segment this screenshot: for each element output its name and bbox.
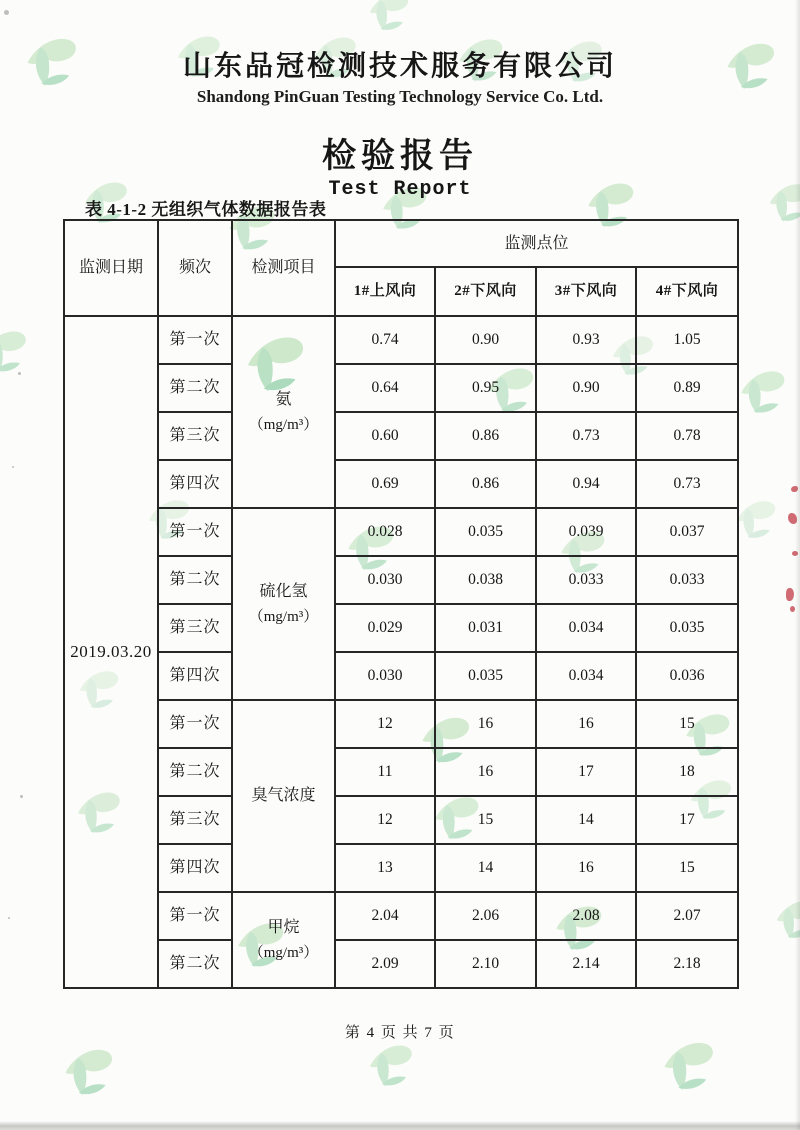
item-unit: （mg/m³）: [248, 608, 319, 625]
value-cell: 0.028: [335, 508, 435, 556]
value-cell: 0.035: [435, 652, 536, 700]
item-cell: [232, 316, 335, 508]
pinguan-leaf-logo-watermark-icon: [738, 368, 790, 417]
table-row: [64, 652, 738, 700]
value-cell: 11: [335, 748, 435, 796]
item-unit: （mg/m³）: [248, 944, 319, 961]
value-cell: 0.034: [536, 604, 636, 652]
table-row: [64, 796, 738, 844]
value-cell: 0.035: [636, 604, 738, 652]
report-title-cn: 检验报告: [322, 138, 478, 175]
frequency-cell: 第一次: [158, 316, 232, 364]
scan-speck: [12, 466, 14, 468]
value-cell: 2.04: [335, 892, 435, 940]
col-header-item: 检测项目: [232, 220, 335, 316]
point-header: 2#下风向: [435, 267, 536, 316]
value-cell: 2.10: [435, 940, 536, 988]
company-name-cn: 山东品冠检测技术服务有限公司: [182, 51, 617, 82]
value-cell: 13: [335, 844, 435, 892]
value-cell: 16: [435, 748, 536, 796]
pinguan-leaf-logo-watermark-icon: [62, 1046, 118, 1099]
company-name-en: Shandong PinGuan Testing Technology Service Co. Ltd.: [196, 87, 604, 106]
point-header: 4#下风向: [636, 267, 738, 316]
frequency-cell: 第三次: [158, 604, 232, 652]
frequency-cell: 第二次: [158, 556, 232, 604]
page-number: 第 4 页 共 7 页: [344, 1025, 456, 1041]
scan-speck: [8, 917, 10, 919]
value-cell: 0.86: [435, 412, 536, 460]
table-row: [64, 508, 738, 556]
value-cell: 0.94: [536, 460, 636, 508]
value-cell: 0.038: [435, 556, 536, 604]
value-cell: 1.05: [636, 316, 738, 364]
value-cell: 17: [636, 796, 738, 844]
value-cell: 16: [435, 700, 536, 748]
scan-speck: [18, 372, 21, 375]
value-cell: 0.039: [536, 508, 636, 556]
pinguan-leaf-logo-watermark-icon: [734, 498, 780, 542]
col-header-points: 监测点位: [335, 220, 738, 267]
value-cell: 0.030: [335, 652, 435, 700]
table-row: [64, 364, 738, 412]
report-title-en: Test Report: [328, 178, 472, 201]
value-cell: 2.14: [536, 940, 636, 988]
value-cell: 14: [536, 796, 636, 844]
value-cell: 0.034: [536, 652, 636, 700]
frequency-cell: 第四次: [158, 844, 232, 892]
frequency-cell: 第三次: [158, 796, 232, 844]
item-name: 臭气浓度: [251, 787, 316, 805]
frequency-cell: 第二次: [158, 748, 232, 796]
table-row: [64, 844, 738, 892]
value-cell: 14: [435, 844, 536, 892]
point-header: 1#上风向: [335, 267, 435, 316]
frequency-cell: 第一次: [158, 508, 232, 556]
table-row: [64, 700, 738, 748]
frequency-cell: 第一次: [158, 700, 232, 748]
scan-speck: [20, 795, 23, 798]
value-cell: 0.64: [335, 364, 435, 412]
table-row: [64, 940, 738, 988]
value-cell: 15: [435, 796, 536, 844]
table-header-row-1: [64, 220, 738, 267]
table-row: [64, 892, 738, 940]
value-cell: 0.86: [435, 460, 536, 508]
table-row: [64, 460, 738, 508]
scan-speck: [4, 10, 9, 15]
value-cell: 0.90: [536, 364, 636, 412]
col-header-frequency: 频次: [158, 220, 232, 316]
frequency-cell: 第四次: [158, 652, 232, 700]
value-cell: 0.90: [435, 316, 536, 364]
point-header: 3#下风向: [536, 267, 636, 316]
value-cell: 17: [536, 748, 636, 796]
value-cell: 0.031: [435, 604, 536, 652]
value-cell: 2.18: [636, 940, 738, 988]
value-cell: 0.69: [335, 460, 435, 508]
value-cell: 0.73: [536, 412, 636, 460]
value-cell: 2.09: [335, 940, 435, 988]
value-cell: 0.73: [636, 460, 738, 508]
value-cell: 0.78: [636, 412, 738, 460]
monitoring-data-table: [63, 219, 739, 989]
item-cell: [232, 700, 335, 892]
value-cell: 16: [536, 844, 636, 892]
item-cell: [232, 892, 335, 988]
value-cell: 16: [536, 700, 636, 748]
item-name: 硫化氢: [259, 583, 308, 601]
value-cell: 0.033: [636, 556, 738, 604]
value-cell: 2.06: [435, 892, 536, 940]
value-cell: 15: [636, 844, 738, 892]
value-cell: 12: [335, 700, 435, 748]
scan-edge-right: [795, 0, 800, 1130]
frequency-cell: 第二次: [158, 364, 232, 412]
pinguan-leaf-logo-watermark-icon: [367, 1042, 417, 1090]
value-cell: 18: [636, 748, 738, 796]
table-row: [64, 556, 738, 604]
value-cell: 0.030: [335, 556, 435, 604]
scan-edge-bottom: [0, 1121, 800, 1130]
frequency-cell: 第二次: [158, 940, 232, 988]
table-row: [64, 748, 738, 796]
item-cell: [232, 508, 335, 700]
date-cell: 2019.03.20: [64, 316, 158, 988]
value-cell: 2.07: [636, 892, 738, 940]
value-cell: 0.033: [536, 556, 636, 604]
item-unit: （mg/m³）: [248, 416, 319, 433]
col-header-date: 监测日期: [64, 220, 158, 316]
frequency-cell: 第三次: [158, 412, 232, 460]
value-cell: 0.029: [335, 604, 435, 652]
value-cell: 12: [335, 796, 435, 844]
frequency-cell: 第一次: [158, 892, 232, 940]
value-cell: 0.89: [636, 364, 738, 412]
item-name: 氨: [275, 391, 292, 409]
value-cell: 0.036: [636, 652, 738, 700]
value-cell: 0.74: [335, 316, 435, 364]
pinguan-leaf-logo-watermark-icon: [0, 328, 31, 376]
frequency-cell: 第四次: [158, 460, 232, 508]
value-cell: 0.95: [435, 364, 536, 412]
value-cell: 15: [636, 700, 738, 748]
table-caption: 表 4-1-2 无组织气体数据报告表: [85, 200, 327, 219]
value-cell: 0.93: [536, 316, 636, 364]
table-row: [64, 412, 738, 460]
table-row: [64, 604, 738, 652]
table-row: [64, 316, 738, 364]
value-cell: 0.035: [435, 508, 536, 556]
value-cell: 0.60: [335, 412, 435, 460]
value-cell: 2.08: [536, 892, 636, 940]
value-cell: 0.037: [636, 508, 738, 556]
pinguan-leaf-logo-watermark-icon: [661, 1039, 719, 1094]
item-name: 甲烷: [267, 919, 300, 937]
